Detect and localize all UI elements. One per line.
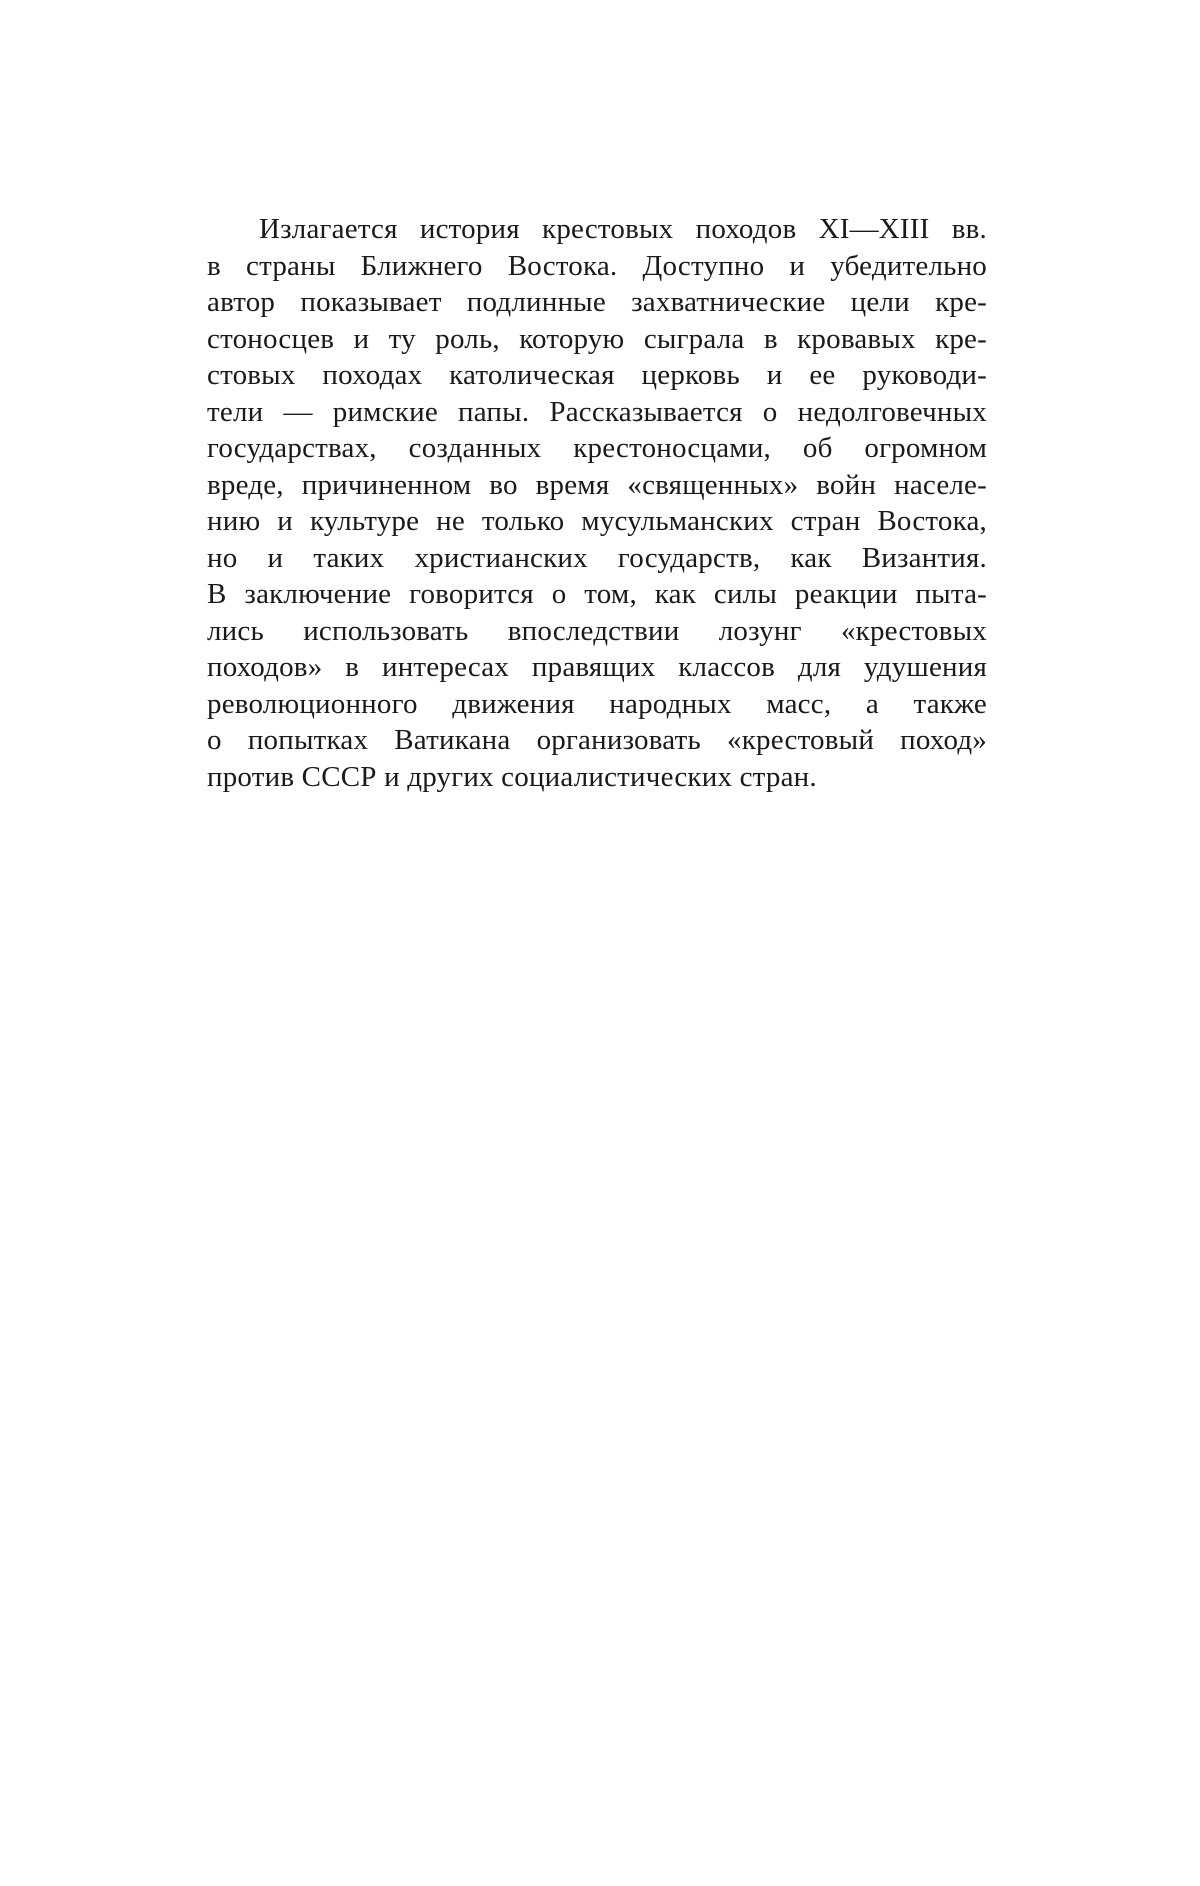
annotation-line: вреде, причиненном во время «священных» войн населе-: [207, 468, 987, 501]
annotation-line: походов» в интересах правящих классов для удушения: [207, 651, 987, 683]
annotation-line: о попытках Ватикана организовать «крестовый поход»: [207, 724, 987, 756]
annotation-line: тели — римские папы. Рассказывается о недолговечных: [207, 395, 987, 428]
annotation-line: против СССР и других социалистических стран.: [207, 760, 817, 793]
annotation-line: лись использовать впоследствии лозунг «крестовых: [207, 614, 987, 647]
annotation-line: в страны Ближнего Востока. Доступно и убедительно: [207, 249, 987, 282]
annotation-line: Излагается история крестовых походов XI—XIII вв.: [259, 213, 987, 245]
annotation-paragraph: [207, 211, 987, 795]
annotation-line: стовых походах католическая церковь и ее руководи-: [207, 359, 987, 391]
annotation-line: В заключение говорится о том, как силы реакции пыта-: [207, 578, 987, 610]
annotation-line: нию и культуре не только мусульманских стран Востока,: [207, 505, 987, 537]
annotation-line: стоносцев и ту роль, которую сыграла в кровавых кре-: [207, 322, 987, 355]
annotation-line: автор показывает подлинные захватнические цели кре-: [207, 286, 987, 318]
annotation-line: государствах, созданных крестоносцами, об огромном: [207, 432, 987, 464]
annotation-line: революционного движения народных масс, а также: [207, 687, 987, 720]
annotation-line: но и таких христианских государств, как Византия.: [207, 541, 987, 574]
